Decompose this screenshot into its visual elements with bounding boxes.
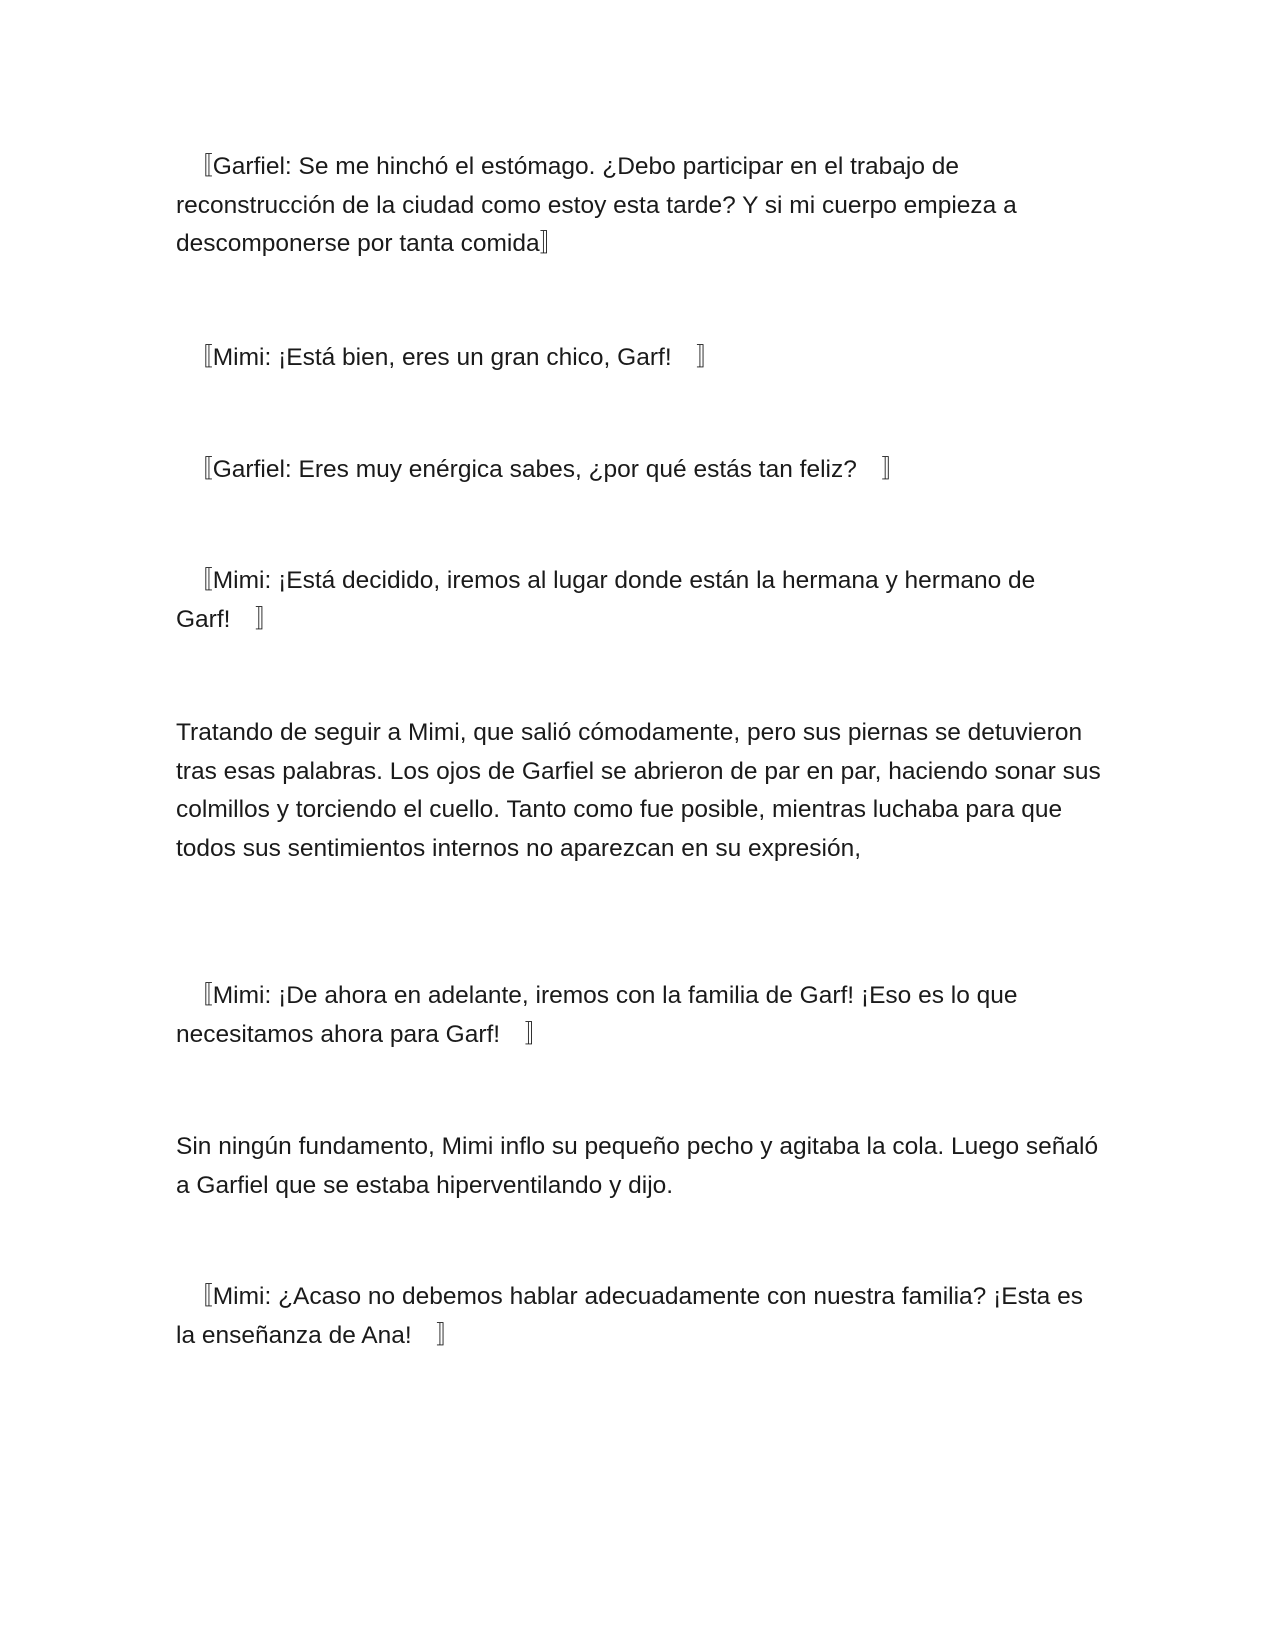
narration-paragraph-tail: Sin ningún fundamento, Mimi inflo su pequeño pecho y agitaba la cola. Luego señaló a Garfiel que se estaba hiperventilando y dijo. [176,1133,1099,1199]
dialogue-garfiel-stomach: 〚Garfiel: Se me hinchó el estómago. ¿Debo participar en el trabajo de reconstrucción de la ciudad como estoy esta tarde? Y si mi cuerpo empieza a descomponerse por tanta comida〛 [176,153,1017,257]
dialogue-mimi-family: 〚Mimi: ¡De ahora en adelante, iremos con la familia de Garf! ¡Eso es lo que necesitamos ahora para Garf! 〛 [176,982,1018,1048]
dialogue-mimi-good-boy: 〚Mimi: ¡Está bien, eres un gran chico, Garf! 〛 [176,344,721,371]
narration-paragraph-stopped: Tratando de seguir a Mimi, que salió cómodamente, pero sus piernas se detuvieron tras esas palabras. Los ojos de Garfiel se abrieron de par en par, haciendo sonar sus colmillos y torciendo el cuello. Tanto como fue posible, mientras luchaba para que todos sus sentimientos internos no aparezcan en su expresión, [176,719,1101,862]
dialogue-mimi-decided: 〚Mimi: ¡Está decidido, iremos al lugar donde están la hermana y hermano de Garf! 〛 [176,567,1036,633]
dialogue-mimi-ana: 〚Mimi: ¿Acaso no debemos hablar adecuadamente con nuestra familia? ¡Esta es la enseñanza de Ana! 〛 [176,1283,1083,1349]
dialogue-garfiel-energetic: 〚Garfiel: Eres muy enérgica sabes, ¿por qué estás tan feliz? 〛 [176,456,906,483]
